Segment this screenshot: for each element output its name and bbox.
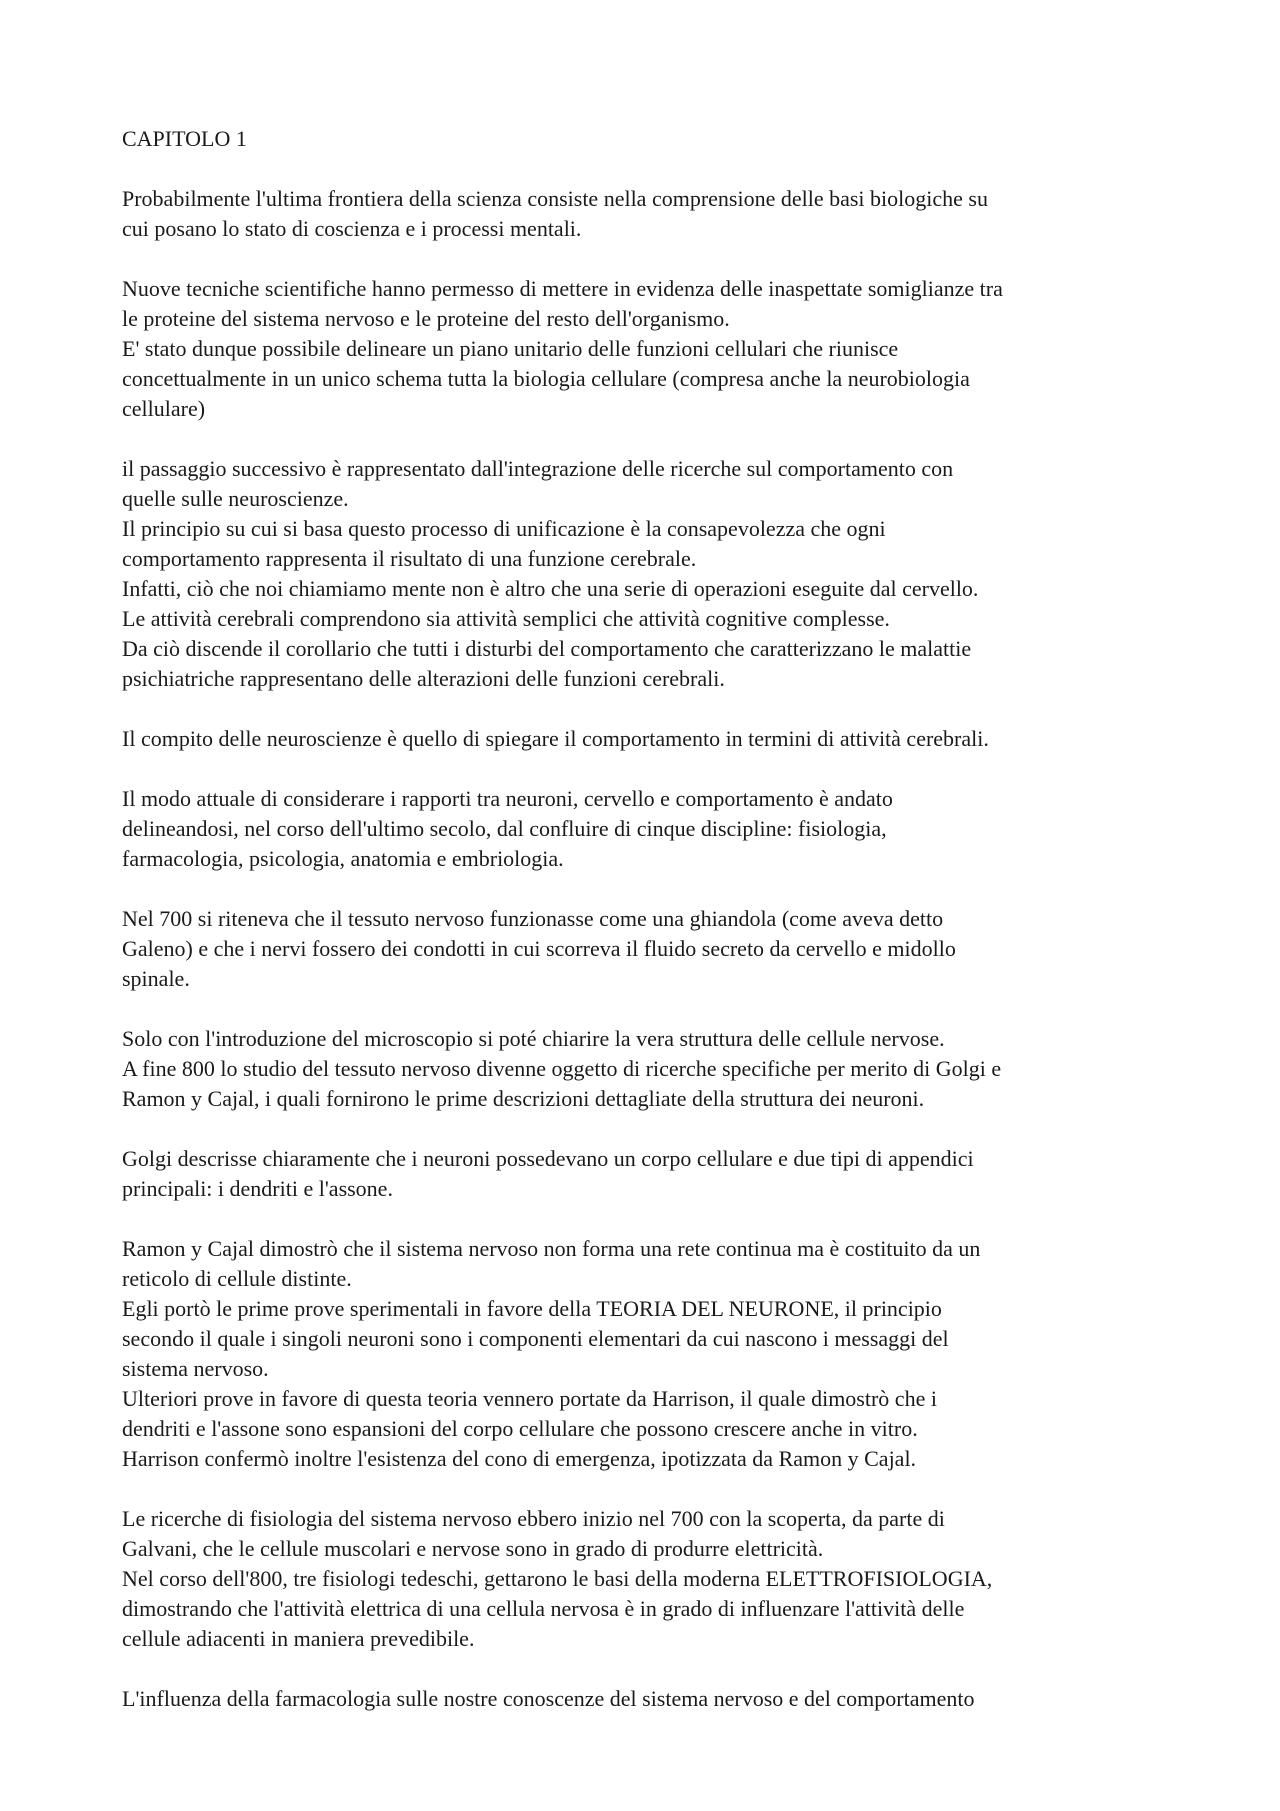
text-line: psichiatriche rappresentano delle alterazioni delle funzioni cerebrali. (122, 666, 725, 691)
chapter-heading: CAPITOLO 1 (122, 126, 247, 151)
paragraph-gap (122, 1654, 1172, 1684)
text-line: L'influenza della farmacologia sulle nostre conoscenze del sistema nervoso e del comportamento (122, 1686, 975, 1711)
paragraph-gap (122, 424, 1172, 454)
text-line: principali: i dendriti e l'assone. (122, 1176, 393, 1201)
text-line: Probabilmente l'ultima frontiera della scienza consiste nella comprensione delle basi biologiche su (122, 186, 988, 211)
text-line: il passaggio successivo è rappresentato dall'integrazione delle ricerche sul comportamento con (122, 456, 954, 481)
paragraph-gap (122, 154, 1172, 184)
text-line: Nel corso dell'800, tre fisiologi tedeschi, gettarono le basi della moderna ELETTROFISIOLOGIA, (122, 1566, 993, 1591)
text-line: Il principio su cui si basa questo processo di unificazione è la consapevolezza che ogni (122, 516, 886, 541)
paragraph (122, 274, 1172, 424)
text-line: secondo il quale i singoli neuroni sono i componenti elementari da cui nascono i messaggi del (122, 1326, 949, 1351)
text-line: E' stato dunque possibile delineare un piano unitario delle funzioni cellulari che riunisce (122, 336, 899, 361)
text-line: Golgi descrisse chiaramente che i neuroni possedevano un corpo cellulare e due tipi di appendici (122, 1146, 974, 1171)
paragraph (122, 454, 1172, 694)
text-line: spinale. (122, 966, 190, 991)
paragraph (122, 1684, 1172, 1714)
text-line: Nel 700 si riteneva che il tessuto nervoso funzionasse come una ghiandola (come aveva detto (122, 906, 944, 931)
text-line: Ulteriori prove in favore di questa teoria vennero portate da Harrison, il quale dimostrò che i (122, 1386, 937, 1411)
text-line: Il compito delle neuroscienze è quello di spiegare il comportamento in termini di attività cerebrali. (122, 726, 989, 751)
text-line: quelle sulle neuroscienze. (122, 486, 349, 511)
paragraph (122, 184, 1172, 244)
text-line: farmacologia, psicologia, anatomia e embriologia. (122, 846, 564, 871)
paragraph-gap (122, 1204, 1172, 1234)
text-line: comportamento rappresenta il risultato di una funzione cerebrale. (122, 546, 697, 571)
paragraph-gap (122, 694, 1172, 724)
paragraph-gap (122, 244, 1172, 274)
paragraph (122, 784, 1172, 874)
paragraph-gap (122, 994, 1172, 1024)
text-line: Ramon y Cajal dimostrò che il sistema nervoso non forma una rete continua ma è costituito da un (122, 1236, 981, 1261)
paragraph-gap (122, 1114, 1172, 1144)
text-line: cui posano lo stato di coscienza e i processi mentali. (122, 216, 582, 241)
document-body (122, 124, 1172, 1714)
text-line: reticolo di cellule distinte. (122, 1266, 352, 1291)
text-line: A fine 800 lo studio del tessuto nervoso divenne oggetto di ricerche specifiche per merito di Golgi e (122, 1056, 1002, 1081)
paragraph-list (122, 184, 1172, 1714)
text-line: dimostrando che l'attività elettrica di una cellula nervosa è in grado di influenzare l'attività delle (122, 1596, 965, 1621)
paragraph (122, 1504, 1172, 1654)
paragraph (122, 1234, 1172, 1474)
text-line: delineandosi, nel corso dell'ultimo secolo, dal confluire di cinque discipline: fisiologia, (122, 816, 887, 841)
text-line: cellulare) (122, 396, 206, 421)
paragraph-gap (122, 754, 1172, 784)
paragraph (122, 904, 1172, 994)
text-line: Infatti, ciò che noi chiamiamo mente non è altro che una serie di operazioni eseguite dal cervello. (122, 576, 979, 601)
text-line: dendriti e l'assone sono espansioni del corpo cellulare che possono crescere anche in vitro. (122, 1416, 918, 1441)
text-line: Le ricerche di fisiologia del sistema nervoso ebbero inizio nel 700 con la scoperta, da parte di (122, 1506, 945, 1531)
text-line: Ramon y Cajal, i quali fornirono le prime descrizioni dettagliate della struttura dei neuroni. (122, 1086, 925, 1111)
text-line: Da ciò discende il corollario che tutti i disturbi del comportamento che caratterizzano le malattie (122, 636, 972, 661)
text-line: Le attività cerebrali comprendono sia attività semplici che attività cognitive complesse. (122, 606, 890, 631)
paragraph (122, 1024, 1172, 1114)
text-line: Solo con l'introduzione del microscopio si poté chiarire la vera struttura delle cellule nervose. (122, 1026, 945, 1051)
text-line: Galvani, che le cellule muscolari e nervose sono in grado di produrre elettricità. (122, 1536, 824, 1561)
paragraph-gap (122, 874, 1172, 904)
text-line: le proteine del sistema nervoso e le proteine del resto dell'organismo. (122, 306, 730, 331)
text-line: Harrison confermò inoltre l'esistenza del cono di emergenza, ipotizzata da Ramon y Cajal. (122, 1446, 917, 1471)
paragraph-gap (122, 1474, 1172, 1504)
text-line: Il modo attuale di considerare i rapporti tra neuroni, cervello e comportamento è andato (122, 786, 893, 811)
paragraph (122, 1144, 1172, 1204)
text-line: concettualmente in un unico schema tutta la biologia cellulare (compresa anche la neurobiologia (122, 366, 970, 391)
text-line: cellule adiacenti in maniera prevedibile. (122, 1626, 475, 1651)
text-line: sistema nervoso. (122, 1356, 269, 1381)
paragraph (122, 724, 1172, 754)
text-line: Nuove tecniche scientifiche hanno permesso di mettere in evidenza delle inaspettate somiglianze tra (122, 276, 1003, 301)
text-line: Galeno) e che i nervi fossero dei condotti in cui scorreva il fluido secreto da cervello e midollo (122, 936, 956, 961)
text-line: Egli portò le prime prove sperimentali in favore della TEORIA DEL NEURONE, il principio (122, 1296, 942, 1321)
